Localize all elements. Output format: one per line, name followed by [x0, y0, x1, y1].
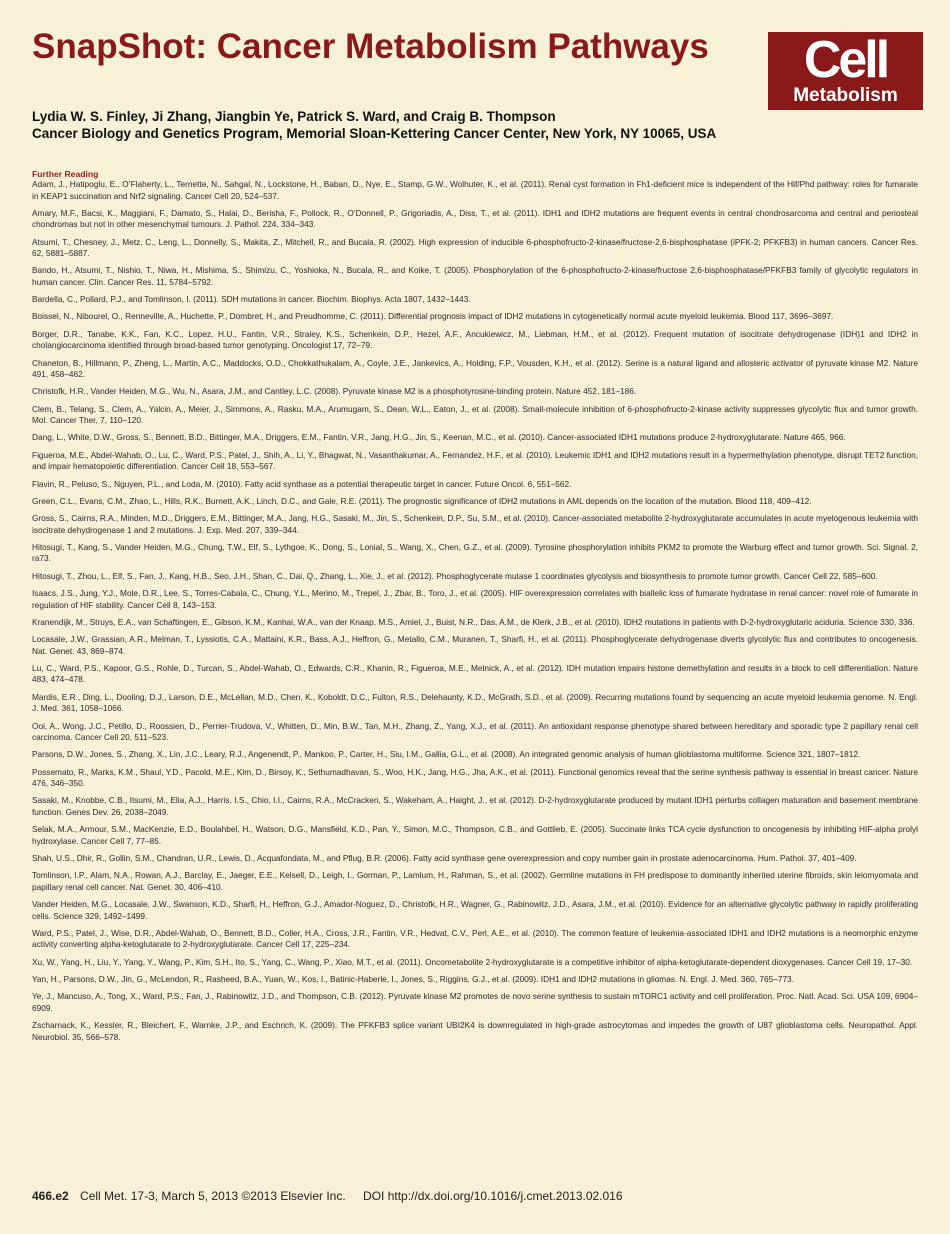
reference-item: Shah, U.S., Dhir, R., Gollin, S.M., Chandran, U.R., Lewis, D., Acquafondata, M., and Pflug, B.R. (2006). Fatty acid synthase gene overexpression and copy number gain in prostate adenocarcinoma. Hum. Pathol. 37, 401–409.	[32, 853, 857, 864]
doi-link[interactable]: DOI http://dx.doi.org/10.1016/j.cmet.2013.02.016	[363, 1189, 623, 1203]
reference-item: Kranendijk, M., Struys, E.A., van Schaftingen, E., Gibson, K.M., Kanhai, W.A., van der Knaap, M.S., Amiel, J., Buist, N.R., Das, A.M., de Klerk, J.B., et al. (2010). IDH2 mutations in patients with D-2-hydroxyglutaric aciduria. Science 330, 336.	[32, 616, 915, 627]
reference-item: Mardis, E.R., Ding, L., Dooling, D.J., Larson, D.E., McLellan, M.D., Chen, K., Koboldt, D.C., Fulton, R.S., Delehaunty, K.D., McGrath, S.D., et al. (2009). Recurring mutations found by sequencing an acute myeloid leukemia genome. N. Engl. J. Med. 361, 1058–1066.	[32, 691, 918, 714]
reference-item: Ward, P.S., Patel, J., Wise, D.R., Abdel-Wahab, O., Bennett, B.D., Coller, H.A., Cross, J.R., Fantin, V.R., Hedvat, C.V., Perl, A.E., et al. (2010). The common feature of leukemia-associated IDH1 and IDH2 mutations is a neomorphic enzyme activity converting alpha-ketoglutarate to 2-hydroxyglutarate. Cancer Cell 17, 225–234.	[32, 927, 918, 950]
reference-item: Clem, B., Telang, S., Clem, A., Yalcin, A., Meier, J., Simmons, A., Rasku, M.A., Arumugam, S., Dean, W.L., Eaton, J., et al. (2008). Small-molecule inhibition of 6-phosphofructo-2-kinase activity suppresses glycolytic flux and tumor growth. Mol. Cancer Ther. 7, 110–120.	[32, 403, 918, 426]
reference-item: Selak, M.A., Armour, S.M., MacKenzie, E.D., Boulahbel, H., Watson, D.G., Mansfield, K.D., Pan, Y., Simon, M.C., Thompson, C.B., and Gottlieb, E. (2005). Succinate links TCA cycle dysfunction to oncogenesis by inhibiting HIF-alpha prolyl hydroxylase. Cancer Cell 7, 77–85.	[32, 824, 918, 846]
logo-main-text: Cell	[803, 31, 888, 89]
page-title: SnapShot: Cancer Metabolism Pathways	[32, 27, 709, 66]
reference-item: Boissel, N., Nibourel, O., Renneville, A., Huchette, P., Dombret, H., and Preudhomme, C. (2011). Differential prognosis impact of IDH2 mutations in cytogenetically normal acute myeloid leukemia. Blood 117, 3696–3697.	[32, 311, 834, 322]
reference-item: Gross, S., Cairns, R.A., Minden, M.D., Driggers, E.M., Bittinger, M.A., Jang, H.G., Sasaki, M., Jin, S., Schenkein, D.P., Su, S.M., et al. (2010). Cancer-associated metabolite 2-hydroxyglutarate accumulates in acute myelogenous leukemia with isocitrate dehydrogenase 1 and 2 mutations. J. Exp. Med. 207, 339–344.	[32, 513, 918, 535]
reference-item: Chaneton, B., Hillmann, P., Zheng, L., Martin, A.C., Maddocks, O.D., Chokkathukalam, A., Coyle, J.E., Jankevics, A., Holding, F.P., Vousden, K.H., et al. (2012). Serine is a natural ligand and allosteric activator of pyruvate kinase M2. Nature 491, 458–462.	[32, 357, 918, 380]
reference-item: Lu, C., Ward, P.S., Kapoor, G.S., Rohle, D., Turcan, S., Abdel-Wahab, O., Edwards, C.R., Khanin, R., Figueroa, M.E., Melnick, A., et al. (2012). IDH mutation impairs histone demethylation and results in a block to cell differentiation. Nature 483, 474–478.	[32, 662, 918, 685]
reference-item: Tomlinson, I.P., Alam, N.A., Rowan, A.J., Barclay, E., Jaeger, E.E., Kelsell, D., Leigh, I., Gorman, P., Lamlum, H., Rahman, S., et al. (2002). Germline mutations in FH predispose to dominantly inherited uterine fibroids, skin leiomyomata and papillary renal cell cancer. Nat. Genet. 30, 406–410.	[32, 870, 918, 892]
reference-item: Flavin, R., Peluso, S., Nguyen, P.L., and Loda, M. (2010). Fatty acid synthase as a potential therapeutic target in cancer. Future Oncol. 6, 551–562.	[32, 478, 572, 489]
reference-item: Bardella, C., Pollard, P.J., and Tomlinson, I. (2011). SDH mutations in cancer. Biochim. Biophys. Acta 1807, 1432–1443.	[32, 294, 471, 305]
reference-item: Zscharnack, K., Kessler, R., Bleichert, F., Warnke, J.P., and Eschrich, K. (2009). The PFKFB3 splice variant UBI2K4 is downregulated in high-grade astrocytomas and impedes the growth of U87 glioblastoma cells. Neuropathol. Appl. Neurobiol. 35, 566–578.	[32, 1020, 918, 1042]
reference-item: Dang, L., White, D.W., Gross, S., Bennett, B.D., Bittinger, M.A., Driggers, E.M., Fantin, V.R., Jang, H.G., Jin, S., Keenan, M.C., et al. (2010). Cancer-associated IDH1 mutations produce 2-hydroxyglutarate. Nature 465, 966.	[32, 432, 846, 443]
affiliation: Cancer Biology and Genetics Program, Memorial Sloan-Kettering Cancer Center, New York, NY 10065, USA	[32, 126, 717, 141]
reference-item: Locasale, J.W., Grassian, A.R., Melman, T., Lyssiotis, C.A., Mattaini, K.R., Bass, A.J., Heffron, G., Metallo, C.M., Muranen, T., Sharfi, H., et al. (2011). Phosphoglycerate dehydrogenase diverts glycolytic flux and contributes to oncogenesis. Nat. Genet. 43, 869–874.	[32, 634, 918, 656]
journal-citation: Cell Met. 17-3, March 5, 2013 ©2013 Elsevier Inc.	[80, 1189, 346, 1203]
reference-item: Bando, H., Atsumi, T., Nishio, T., Niwa, H., Mishima, S., Shimizu, C., Yoshioka, N., Bucala, R., and Koike, T. (2005). Phosphorylation of the 6-phosphofructo-2-kinase/fructose 2,6-bisphosphatase/PFKFB3 family of glycolytic regulators in human cancer. Clin. Cancer Res. 11, 5784–5792.	[32, 265, 918, 287]
reference-item: Ooi, A., Wong, J.C., Petillo, D., Roossien, D., Perrier-Trudova, V., Whitten, D., Min, B.W., Tan, M.H., Zhang, Z., Yang, X.J., et al. (2011). An antioxidant response phenotype shared between hereditary and sporadic type 2 papillary renal cell carcinoma. Cancer Cell 20, 511–523.	[32, 720, 918, 743]
reference-item: Vander Heiden, M.G., Locasale, J.W., Swanson, K.D., Sharfi, H., Heffron, G.J., Amador-Noguez, D., Christofk, H.R., Wagner, G., Rabinowitz, J.D., Asara, J.M., et al. (2010). Evidence for an alternative glycolytic pathway in rapidly proliferating cells. Science 329, 1492–1499.	[32, 899, 918, 921]
page-number: 466.e2	[32, 1189, 69, 1203]
reference-item: Possemato, R., Marks, K.M., Shaul, Y.D., Pacold, M.E., Kim, D., Birsoy, K., Sethumadhavan, S., Woo, H.K., Jang, H.G., Jha, A.K., et al. (2011). Functional genomics reveal that the serine synthesis pathway is essential in breast cancer. Nature 476, 346–350.	[32, 766, 919, 789]
reference-item: Sasaki, M., Knobbe, C.B., Itsumi, M., Elia, A.J., Harris, I.S., Chio, I.I., Cairns, R.A., McCracken, S., Wakeham, A., Haight, J., et al. (2012). D-2-hydroxyglutarate produced by mutant IDH1 perturbs collagen maturation and basement membrane function. Genes Dev. 26, 2038–2049.	[32, 795, 918, 817]
reference-item: Adam, J., Hatipoglu, E., O’Flaherty, L., Ternette, N., Sahgal, N., Lockstone, H., Baban, D., Nye, E., Stamp, G.W., Wolhuter, K., et al. (2011). Renal cyst formation in Fh1-deficient mice is independent of the Hif/Phd pathway: roles for fumarate in KEAP1 succination and Nrf2 signaling. Cancer Cell 20, 524–537.	[32, 179, 918, 201]
reference-item: Parsons, D.W., Jones, S., Zhang, X., Lin, J.C., Leary, R.J., Angenendt, P., Mankoo, P., Carter, H., Siu, I.M., Gallia, G.L., et al. (2008). An integrated genomic analysis of human glioblastoma multiforme. Science 321, 1807–1812.	[32, 749, 861, 760]
reference-item: Green, C.L., Evans, C.M., Zhao, L., Hills, R.K., Burnett, A.K., Linch, D.C., and Gale, R.E. (2011). The prognostic significance of IDH2 mutations in AML depends on the location of the mutation. Blood 118, 409–412.	[32, 495, 812, 506]
reference-item: Yan, H., Parsons, D.W., Jin, G., McLendon, R., Rasheed, B.A., Yuan, W., Kos, I., Batinic-Haberle, I., Jones, S., Riggins, G.J., et al. (2009). IDH1 and IDH2 mutations in gliomas. N. Engl. J. Med. 360, 765–773.	[32, 974, 794, 984]
reference-item: Hitosugi, T., Zhou, L., Elf, S., Fan, J., Kang, H.B., Seo, J.H., Shan, C., Dai, Q., Zhang, L., Xie, J., et al. (2012). Phosphoglycerate mutase 1 coordinates glycolysis and biosynthesis to promote tumor growth. Cancer Cell 22, 585–600.	[32, 570, 878, 581]
reference-item: Xu, W., Yang, H., Liu, Y., Yang, Y., Wang, P., Kim, S.H., Ito, S., Yang, C., Wang, P., Xiao, M.T., et al. (2011). Oncometabolite 2-hydroxyglutarate is a competitive inhibitor of alpha-ketoglutarate-dependent dioxygenases. Cancer Cell 19, 17–30.	[32, 956, 913, 967]
reference-item: Isaacs, J.S., Jung, Y.J., Mole, D.R., Lee, S., Torres-Cabala, C., Chung, Y.L., Merino, M., Trepel, J., Zbar, B., Toro, J., et al. (2005). HIF overexpression correlates with biallelic loss of fumarate hydratase in renal cancer: novel role of fumarate in regulation of HIF stability. Cancer Cell 8, 143–153.	[32, 588, 918, 610]
logo-sub-text: Metabolism	[793, 85, 898, 106]
further-reading-heading: Further Reading	[32, 169, 99, 179]
reference-item: Christofk, H.R., Vander Heiden, M.G., Wu, N., Asara, J.M., and Cantley, L.C. (2008). Pyruvate kinase M2 is a phosphotyrosine-binding protein. Nature 452, 181–186.	[32, 386, 637, 397]
reference-item: Atsumi, T., Chesney, J., Metz, C., Leng, L., Donnelly, S., Makita, Z., Mitchell, R., and Bucala, R. (2002). High expression of inducible 6-phosphofructo-2-kinase/fructose-2,6-bisphosphatase (iPFK-2; PFKFB3) in human cancers. Cancer Res. 62, 5881–5887.	[32, 236, 918, 259]
page-footer	[32, 1189, 918, 1203]
reference-item: Borger, D.R., Tanabe, K.K., Fan, K.C., Lopez, H.U., Fantin, V.R., Straley, K.S., Schenkein, D.P., Hezel, A.F., Ancukiewicz, M., Liebman, H.M., et al. (2012). Frequent mutation of isocitrate dehydrogenase (IDH)1 and IDH2 in cholangiocarcinoma identified through broad-based tumor genotyping. Oncologist 17, 72–79.	[32, 328, 918, 351]
author-list: Lydia W. S. Finley, Ji Zhang, Jiangbin Ye, Patrick S. Ward, and Craig B. Thompson	[32, 109, 556, 124]
reference-list	[32, 179, 918, 1049]
reference-item: Amary, M.F., Bacsi, K., Maggiani, F., Damato, S., Halai, D., Berisha, F., Pollock, R., O’Donnell, P., Grigoriadis, A., Diss, T., et al. (2011). IDH1 and IDH2 mutations are frequent events in central chondrosarcoma and central and periosteal chondromas but not in other mesenchymal tumours. J. Pathol. 224, 334–343.	[32, 207, 918, 230]
journal-logo	[768, 32, 923, 110]
reference-item: Figueroa, M.E., Abdel-Wahab, O., Lu, C., Ward, P.S., Patel, J., Shih, A., Li, Y., Bhagwat, N., Vasanthakumar, A., Fernandez, H.F., et al. (2010). Leukemic IDH1 and IDH2 mutations result in a hypermethylation phenotype, disrupt TET2 function, and impair hematopoietic differentiation. Cancer Cell 18, 553–567.	[32, 449, 918, 472]
reference-item: Hitosugi, T., Kang, S., Vander Heiden, M.G., Chung, T.W., Elf, S., Lythgoe, K., Dong, S., Lonial, S., Wang, X., Chen, G.Z., et al. (2009). Tyrosine phosphorylation inhibits PKM2 to promote the Warburg effect and tumor growth. Sci. Signal. 2, ra73.	[32, 541, 918, 564]
reference-item: Ye, J., Mancuso, A., Tong, X., Ward, P.S., Fan, J., Rabinowitz, J.D., and Thompson, C.B. (2012). Pyruvate kinase M2 promotes de novo serine synthesis to sustain mTORC1 activity and cell proliferation. Proc. Natl. Acad. Sci. USA 109, 6904–6909.	[32, 991, 918, 1013]
